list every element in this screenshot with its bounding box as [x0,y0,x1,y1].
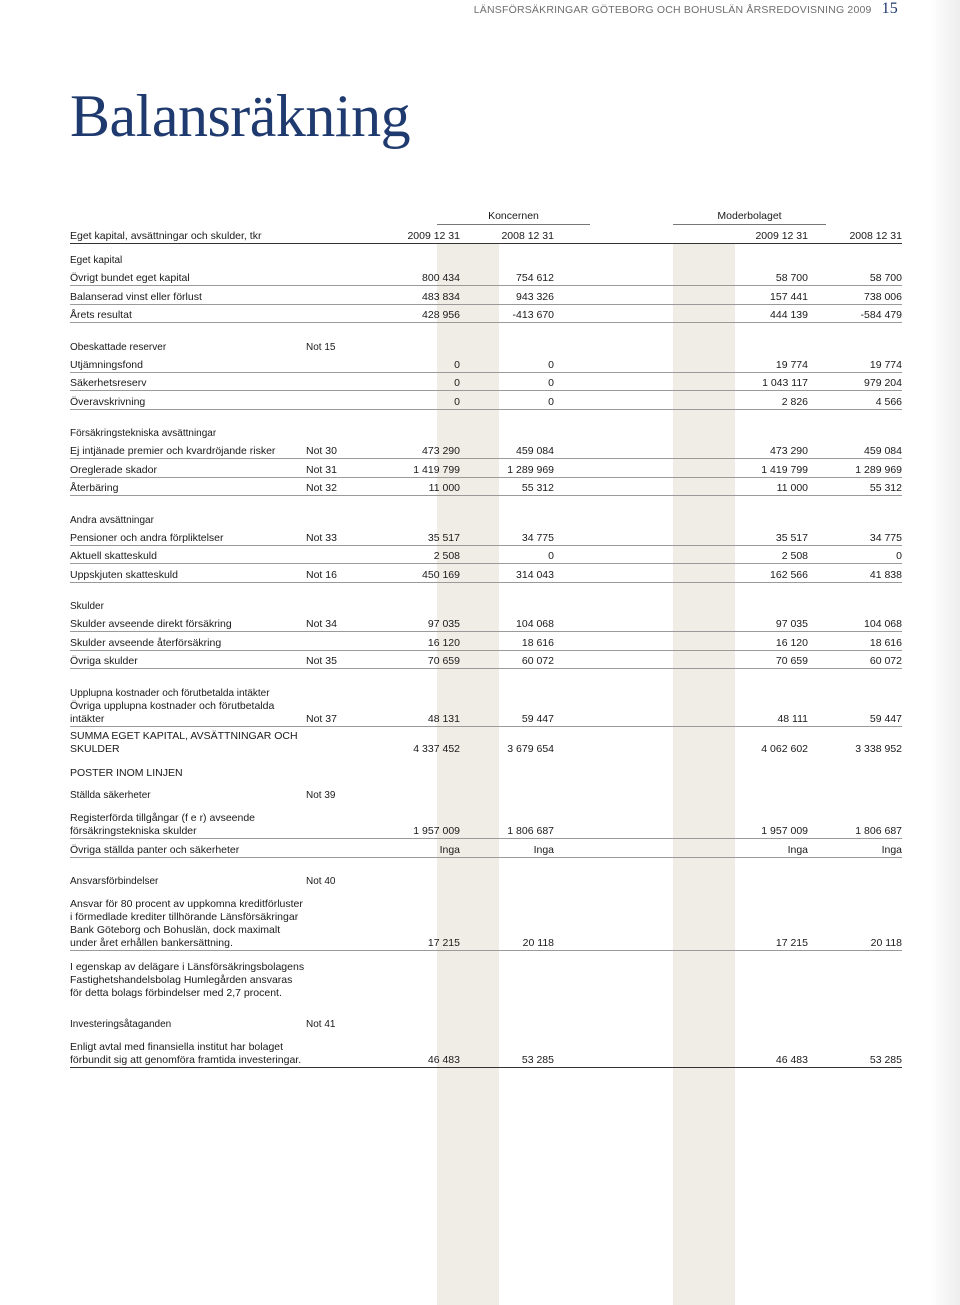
column-header-koncernen-2008: 2008 12 31 [460,227,554,243]
section-heading: Investeringsåtaganden [70,1019,172,1030]
row-label: Övriga upplupna kostnader och förutbetalda intäkter [70,700,306,727]
note-reference: Not 35 [306,650,366,669]
value-moderbolaget-2009: 1 419 799 [696,459,808,478]
value-moderbolaget-2009: 70 659 [696,650,808,669]
value-moderbolaget-2009: 1 957 009 [696,802,808,839]
value-koncernen-2008: -413 670 [460,304,554,323]
value-koncernen-2009: 1 957 009 [366,802,460,839]
column-header-moderbolaget-2008: 2008 12 31 [808,227,902,243]
section-heading-row [70,582,902,613]
value-koncernen-2009: 46 483 [366,1031,460,1068]
value-moderbolaget-2008: 979 204 [808,372,902,391]
value-moderbolaget-2009: 97 035 [696,613,808,632]
row-label: Skulder avseende återförsäkring [70,632,306,651]
row-label: Övriga skulder [70,650,306,669]
column-header-row [70,227,902,243]
section-heading-row [70,496,902,527]
value-koncernen-2009: 0 [366,391,460,410]
value-moderbolaget-2009: Inga [696,839,808,858]
value-koncernen-2009: 48 131 [366,700,460,727]
value-koncernen-2008: 0 [460,391,554,410]
section-heading-row [70,243,902,267]
row-label: Ej intjänade premier och kvardröjande risker [70,440,306,459]
row-label: Aktuell skatteskuld [70,545,306,564]
section-title: POSTER INOM LINJEN [70,767,183,779]
value-moderbolaget-2009: 162 566 [696,564,808,583]
value-koncernen-2008: 53 285 [460,1031,554,1068]
note-reference [306,726,366,756]
value-koncernen-2008: 1 806 687 [460,802,554,839]
column-header-koncernen-2009: 2009 12 31 [366,227,460,243]
row-label: Uppskjuten skatteskuld [70,564,306,583]
note-reference: Not 33 [306,527,366,546]
note-reference: Not 15 [306,341,336,353]
value-moderbolaget-2008: 0 [808,545,902,564]
column-header-moderbolaget-2009: 2009 12 31 [696,227,808,243]
value-moderbolaget-2009: 4 062 602 [761,743,808,755]
table-row [70,354,902,373]
value-koncernen-2009: 428 956 [366,304,460,323]
value-koncernen-2009: 1 419 799 [366,459,460,478]
value-koncernen-2008: 34 775 [460,527,554,546]
section-heading: Försäkringstekniska avsättningar [70,428,217,439]
row-label: SUMMA EGET KAPITAL, AVSÄTTNINGAR OCH SKULDER [70,730,298,755]
row-label: Överavskrivning [70,391,306,410]
value-koncernen-2008: 0 [460,354,554,373]
note-reference [306,354,366,373]
section-heading: Eget kapital [70,255,123,266]
row-label: Skulder avseende direkt försäkring [70,613,306,632]
value-moderbolaget-2009: 16 120 [696,632,808,651]
total-row [70,726,902,756]
table-row [70,527,902,546]
table-row [70,304,902,323]
value-moderbolaget-2008: 18 616 [808,632,902,651]
note-reference [306,545,366,564]
running-header [473,0,898,17]
table-row [70,477,902,496]
section-heading: Ansvarsförbindelser [70,876,159,887]
row-label: Balanserad vinst eller förlust [70,286,306,305]
value-moderbolaget-2008: 58 700 [808,267,902,286]
table-row [70,613,902,632]
note-reference [306,304,366,323]
value-moderbolaget-2008: 1 289 969 [808,459,902,478]
value-koncernen-2009: 70 659 [366,650,460,669]
value-koncernen-2008: 18 616 [460,632,554,651]
value-moderbolaget-2008: 738 006 [808,286,902,305]
value-moderbolaget-2008: 104 068 [808,613,902,632]
row-label: Utjämningsfond [70,354,306,373]
section-heading: Ställda säkerheter [70,790,151,801]
balance-sheet-table [70,227,902,1068]
value-moderbolaget-2008: -584 479 [808,304,902,323]
value-koncernen-2009: Inga [366,839,460,858]
note-reference [306,951,366,1001]
note-reference [306,243,366,267]
value-koncernen-2008 [460,951,554,1001]
value-koncernen-2009 [366,951,460,1001]
value-koncernen-2008: 943 326 [460,286,554,305]
page-edge-shadow [930,0,960,1305]
table-row [70,372,902,391]
row-label: Pensioner och andra förpliktelser [70,527,306,546]
value-koncernen-2008: 0 [460,372,554,391]
note-reference [306,669,366,700]
value-koncernen-2008: 60 072 [460,650,554,669]
group-header-koncernen: Koncernen [437,210,590,225]
value-koncernen-2009: 35 517 [366,527,460,546]
value-moderbolaget-2009: 473 290 [696,440,808,459]
table-row [70,888,902,951]
value-moderbolaget-2009: 17 215 [696,888,808,951]
value-moderbolaget-2009: 19 774 [696,354,808,373]
table-row [70,839,902,858]
value-koncernen-2008: 3 679 654 [507,743,554,755]
page-title: Balansräkning [70,83,411,149]
note-reference [306,802,366,839]
table-row [70,286,902,305]
value-koncernen-2008: 754 612 [460,267,554,286]
table-row [70,267,902,286]
value-moderbolaget-2009: 11 000 [696,477,808,496]
row-label: Oreglerade skador [70,459,306,478]
row-label: Enligt avtal med finansiella institut har bolaget förbundit sig att genomföra framtida investeringar. [70,1031,306,1068]
section-heading-row [70,780,902,802]
row-label: Ansvar för 80 procent av uppkomna kreditförluster i förmedlade krediter tillhörande Länsförsäkringar Bank Göteborg och Bohuslän, dock maximalt under året erhållen bankersättning. [70,888,306,951]
value-moderbolaget-2008: 59 447 [808,700,902,727]
note-reference [306,888,366,951]
note-reference: Not 16 [306,564,366,583]
value-moderbolaget-2009: 58 700 [696,267,808,286]
note-reference [306,496,366,527]
value-koncernen-2008: 55 312 [460,477,554,496]
running-title: LÄNSFÖRSÄKRINGAR GÖTEBORG OCH BOHUSLÄN ÅRSREDOVISNING 2009 [473,4,872,16]
value-moderbolaget-2008: 1 806 687 [808,802,902,839]
column-header-label: Eget kapital, avsättningar och skulder, tkr [70,227,366,243]
value-moderbolaget-2008: 19 774 [808,354,902,373]
section-title-row [70,756,902,780]
value-koncernen-2009: 0 [366,372,460,391]
value-koncernen-2008: 314 043 [460,564,554,583]
note-reference [306,391,366,410]
value-moderbolaget-2008: 459 084 [808,440,902,459]
note-reference: Not 41 [306,1019,336,1030]
section-heading-row [70,323,902,354]
table-row [70,545,902,564]
value-moderbolaget-2009: 46 483 [696,1031,808,1068]
value-moderbolaget-2009: 444 139 [696,304,808,323]
page-number: 15 [881,0,898,17]
value-moderbolaget-2008: Inga [808,839,902,858]
section-heading-row [70,409,902,440]
value-moderbolaget-2009: 2 508 [696,545,808,564]
value-koncernen-2009: 483 834 [366,286,460,305]
section-heading: Upplupna kostnader och förutbetalda intäkter [70,687,270,699]
table-row [70,440,902,459]
value-moderbolaget-2008 [808,951,902,1001]
note-reference: Not 32 [306,477,366,496]
value-koncernen-2009: 97 035 [366,613,460,632]
value-moderbolaget-2009: 1 043 117 [696,372,808,391]
note-reference [306,286,366,305]
group-header-moderbolaget: Moderbolaget [673,210,826,225]
note-reference [306,372,366,391]
table-row [70,700,902,727]
note-reference [306,632,366,651]
section-heading-row [70,1000,902,1031]
table-row [70,650,902,669]
value-koncernen-2009: 0 [366,354,460,373]
value-koncernen-2009: 16 120 [366,632,460,651]
note-reference [306,839,366,858]
value-koncernen-2009: 17 215 [366,888,460,951]
table-row [70,632,902,651]
note-reference [306,582,366,613]
row-label: I egenskap av delägare i Länsförsäkringsbolagens Fastighetshandelsbolag Humlegården ansvaras för detta bolags förbindelser med 2,7 procent. [70,961,305,999]
table-row [70,459,902,478]
note-reference: Not 30 [306,440,366,459]
row-label: Säkerhetsreserv [70,372,306,391]
value-moderbolaget-2008: 34 775 [808,527,902,546]
row-label: Registerförda tillgångar (f e r) avseende försäkringstekniska skulder [70,802,306,839]
section-heading-row [70,857,902,888]
note-reference [306,409,366,440]
note-reference [306,1031,366,1068]
value-moderbolaget-2008: 20 118 [808,888,902,951]
section-heading: Skulder [70,601,104,612]
value-moderbolaget-2008: 55 312 [808,477,902,496]
value-koncernen-2009: 450 169 [366,564,460,583]
value-koncernen-2008: Inga [460,839,554,858]
value-koncernen-2009: 473 290 [366,440,460,459]
table-row [70,951,902,1001]
note-reference: Not 31 [306,459,366,478]
section-heading: Andra avsättningar [70,514,154,526]
value-moderbolaget-2009 [696,951,808,1001]
note-reference [306,267,366,286]
value-koncernen-2008: 459 084 [460,440,554,459]
section-heading: Obeskattade reserver [70,341,167,353]
table-row [70,564,902,583]
value-moderbolaget-2008: 41 838 [808,564,902,583]
table-row [70,802,902,839]
value-koncernen-2008: 0 [460,545,554,564]
table-row [70,391,902,410]
row-label: Återbäring [70,477,306,496]
value-moderbolaget-2008: 60 072 [808,650,902,669]
row-label: Övriga ställda panter och säkerheter [70,839,306,858]
value-koncernen-2008: 104 068 [460,613,554,632]
table-row [70,1031,902,1068]
value-koncernen-2009: 2 508 [366,545,460,564]
note-reference: Not 37 [306,700,366,727]
value-koncernen-2008: 59 447 [460,700,554,727]
value-moderbolaget-2009: 48 111 [696,700,808,727]
value-koncernen-2009: 800 434 [366,267,460,286]
note-reference: Not 40 [306,876,336,887]
section-heading-row [70,669,902,700]
note-reference: Not 39 [306,790,336,801]
value-moderbolaget-2009: 35 517 [696,527,808,546]
value-moderbolaget-2008: 53 285 [808,1031,902,1068]
value-moderbolaget-2008: 4 566 [808,391,902,410]
row-label: Årets resultat [70,304,306,323]
value-koncernen-2008: 20 118 [460,888,554,951]
value-koncernen-2009: 11 000 [366,477,460,496]
value-moderbolaget-2008: 3 338 952 [855,743,902,755]
value-moderbolaget-2009: 157 441 [696,286,808,305]
row-label: Övrigt bundet eget kapital [70,267,306,286]
value-koncernen-2008: 1 289 969 [460,459,554,478]
value-moderbolaget-2009: 2 826 [696,391,808,410]
note-reference: Not 34 [306,613,366,632]
value-koncernen-2009: 4 337 452 [413,743,460,755]
